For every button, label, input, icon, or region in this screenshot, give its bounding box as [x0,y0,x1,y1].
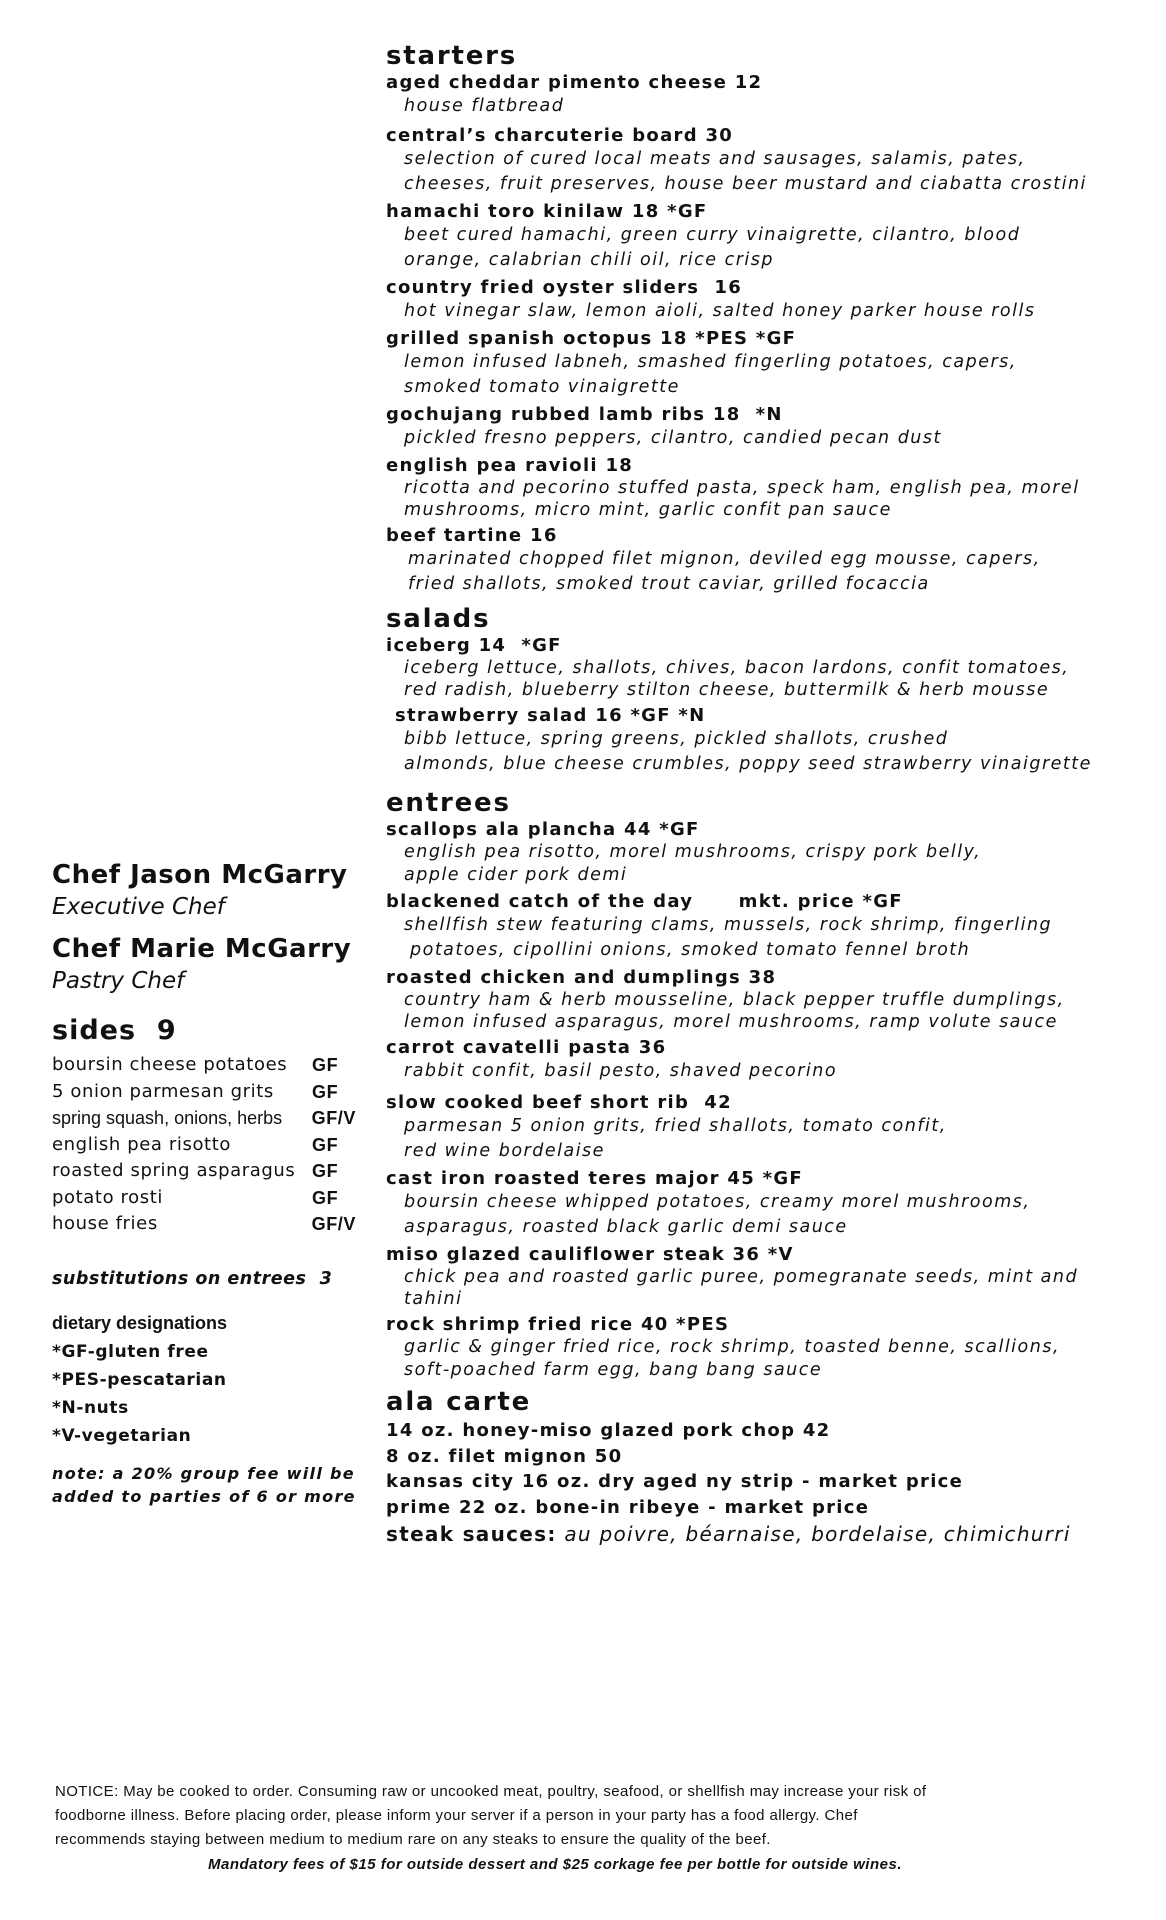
dietary-heading: dietary designations [52,1312,228,1333]
section-title-ala-carte: ala carte [386,1387,532,1417]
menu-item-name: central’s charcuterie board 30 [386,125,734,146]
menu-item-desc [386,1190,1146,1240]
side-item [52,1132,356,1159]
desc-line: boursin cheese whipped potatoes, creamy morel mushrooms, [404,1192,1031,1212]
dietary-item: *N-nuts [52,1397,129,1418]
desc-line: selection of cured local meats and sausages, salamis, pates, [404,149,1026,169]
menu-item-desc [386,223,1146,273]
menu-item-name: grilled spanish octopus 18 *PES *GF [386,328,797,349]
dietary-item: *GF-gluten free [52,1341,209,1362]
side-item [52,1052,356,1079]
menu-item-desc [386,299,1146,324]
side-item [52,1079,356,1106]
desc-line: almonds, blue cheese crumbles, poppy seed strawberry vinaigrette [404,754,1092,774]
desc-line: fried shallots, smoked trout caviar, grilled focaccia [408,574,930,594]
ala-carte-item: prime 22 oz. bone-in ribeye - market price [386,1496,870,1518]
menu-item-desc [386,94,1146,119]
desc-line: beet cured hamachi, green curry vinaigrette, cilantro, blood [404,225,1021,245]
notice-line: foodborne illness. Before placing order, please inform your server if a person in your party has a food allergy. Chef [55,1807,858,1824]
side-tag: GF [312,1055,339,1075]
menu-item-name: english pea ravioli 18 [386,455,634,476]
notice-line: recommends staying between medium to medium rare on any steaks to ensure the quality of the beef. [55,1831,771,1848]
steak-sauces [386,1520,1146,1548]
group-fee-note [52,1462,372,1508]
note-line: note: a 20% group fee will be [52,1463,355,1483]
desc-line: english pea risotto, morel mushrooms, crispy pork belly, [404,842,982,862]
notice-line: NOTICE: May be cooked to order. Consuming raw or uncooked meat, poultry, seafood, or shellfish may increase your risk of [55,1783,927,1800]
steak-sauces-label: steak sauces: [386,1522,557,1546]
side-name: house fries [52,1213,158,1234]
menu-item-desc [386,477,1146,521]
desc-line: smoked tomato vinaigrette [404,377,680,397]
side-tag: GF/V [311,1108,356,1128]
menu-item-name: roasted chicken and dumplings 38 [386,967,777,988]
menu-item-name: scallops ala plancha 44 *GF [386,819,700,840]
sides-heading: sides 9 [52,1015,177,1046]
desc-line: lemon infused asparagus, morel mushrooms, ramp volute sauce [404,1012,1058,1032]
desc-line: asparagus, roasted black garlic demi sauce [404,1217,848,1237]
desc-line: lemon infused labneh, smashed fingerling potatoes, capers, [404,352,1017,372]
chef-name: Chef Marie McGarry [52,934,352,964]
side-name: spring squash, onions, herbs [52,1108,283,1128]
menu-item-desc [386,913,1146,963]
side-tag: GF/V [311,1214,356,1234]
ala-carte-item: 14 oz. honey-miso glazed pork chop 42 [386,1420,831,1441]
side-item [52,1185,356,1212]
side-tag: GF [312,1161,339,1181]
ala-carte-item: kansas city 16 oz. dry aged ny strip - market price [386,1471,964,1492]
right-column [386,40,1146,1548]
desc-line: orange, calabrian chili oil, rice crisp [404,250,775,270]
desc-line: marinated chopped filet mignon, deviled egg mousse, capers, [408,549,1041,569]
desc-line: parmesan 5 onion grits, fried shallots, tomato confit, [404,1116,947,1136]
menu-item-name: strawberry salad 16 *GF *N [395,705,706,726]
menu-item-desc [386,727,1146,777]
desc-line: hot vinegar slaw, lemon aioli, salted honey parker house rolls [404,301,1036,321]
menu-item-desc [386,1059,1146,1084]
desc-line: rabbit confit, basil pesto, shaved pecorino [404,1061,838,1081]
menu-item-desc [386,841,1146,887]
desc-line: red radish, blueberry stilton cheese, buttermilk & herb mousse [404,680,1050,700]
menu-item-name: blackened catch of the day mkt. price *GF [386,891,903,912]
side-name: roasted spring asparagus [52,1160,296,1181]
side-tag: GF [312,1081,339,1102]
menu-item-desc [386,547,1146,597]
menu-item-desc [386,147,1146,197]
menu-item-name: iceberg 14 *GF [386,635,562,656]
chef-1 [52,858,372,922]
menu-item-desc [386,426,1146,451]
desc-line: chick pea and roasted garlic puree, pomegranate seeds, mint and [404,1267,1079,1287]
menu-item-name: carrot cavatelli pasta 36 [386,1037,667,1058]
desc-line: country ham & herb mousseline, black pepper truffle dumplings, [404,990,1065,1010]
steak-sauces-list: au poivre, béarnaise, bordelaise, chimichurri [564,1522,1071,1546]
side-name: english pea risotto [52,1133,231,1155]
desc-line: tahini [404,1289,463,1309]
chef-name: Chef Jason McGarry [52,860,348,890]
desc-line: mushrooms, micro mint, garlic confit pan sauce [404,500,892,520]
menu-item-name: miso glazed cauliflower steak 36 *V [386,1244,794,1265]
menu-item-name: slow cooked beef short rib 42 [386,1092,732,1113]
note-line: added to parties of 6 or more [52,1486,356,1506]
side-item [52,1211,356,1238]
side-item [52,1105,356,1132]
section-title-salads: salads [386,604,491,634]
menu-item-desc [386,657,1146,701]
menu-item-desc [386,350,1146,400]
side-name: 5 onion parmesan grits [52,1080,274,1102]
desc-line: bibb lettuce, spring greens, pickled shallots, crushed [404,729,949,749]
menu-item-name: beef tartine 16 [386,525,558,546]
desc-line: house flatbread [404,96,565,116]
menu-item-desc [386,1336,1146,1382]
desc-line: shellfish stew featuring clams, mussels, rock shrimp, fingerling [404,915,1053,935]
desc-line: ricotta and pecorino stuffed pasta, speck ham, english pea, morel [404,478,1080,498]
side-tag: GF [312,1187,339,1208]
menu-item-name: hamachi toro kinilaw 18 *GF [386,201,708,222]
desc-line: red wine bordelaise [404,1141,605,1161]
side-name: potato rosti [52,1186,163,1208]
mandatory-fees: Mandatory fees of $15 for outside dessert and $25 corkage fee per bottle for outside wines. [207,1856,902,1873]
desc-line: cheeses, fruit preserves, house beer mustard and ciabatta crostini [404,174,1087,194]
chef-title: Executive Chef [52,894,225,920]
dietary-item: *PES-pescatarian [52,1369,227,1390]
section-title-starters: starters [386,41,518,71]
desc-line: iceberg lettuce, shallots, chives, bacon lardons, confit tomatoes, [404,658,1070,678]
menu-item-name: aged cheddar pimento cheese 12 [386,72,763,93]
menu-item-desc [386,989,1146,1033]
menu-item-name: country fried oyster sliders 16 [386,277,743,298]
left-column [52,858,372,1508]
menu-item-name: gochujang rubbed lamb ribs 18 *N [386,404,783,425]
desc-line: pickled fresno peppers, cilantro, candied pecan dust [404,428,942,448]
ala-carte-item: 8 oz. filet mignon 50 [386,1445,623,1467]
menu-item-name: cast iron roasted teres major 45 *GF [386,1168,804,1189]
desc-line: apple cider pork demi [404,865,628,885]
sides-list [52,1052,372,1238]
footer-notice [55,1780,1115,1878]
desc-line: potatoes, cipollini onions, smoked tomato fennel broth [410,940,971,960]
side-item [52,1158,356,1185]
dietary-item: *V-vegetarian [52,1425,192,1446]
chef-2 [52,932,372,996]
desc-line: soft-poached farm egg, bang bang sauce [404,1360,823,1380]
menu-item-desc [386,1266,1146,1310]
section-title-entrees: entrees [386,788,511,818]
substitutions-note: substitutions on entrees 3 [52,1268,333,1289]
desc-line: garlic & ginger fried rice, rock shrimp, toasted benne, scallions, [404,1337,1061,1357]
side-tag: GF [312,1134,339,1155]
side-name: boursin cheese potatoes [52,1054,288,1075]
chef-title: Pastry Chef [52,968,185,994]
menu-item-name: rock shrimp fried rice 40 *PES [386,1314,730,1335]
menu-item-desc [386,1114,1146,1164]
